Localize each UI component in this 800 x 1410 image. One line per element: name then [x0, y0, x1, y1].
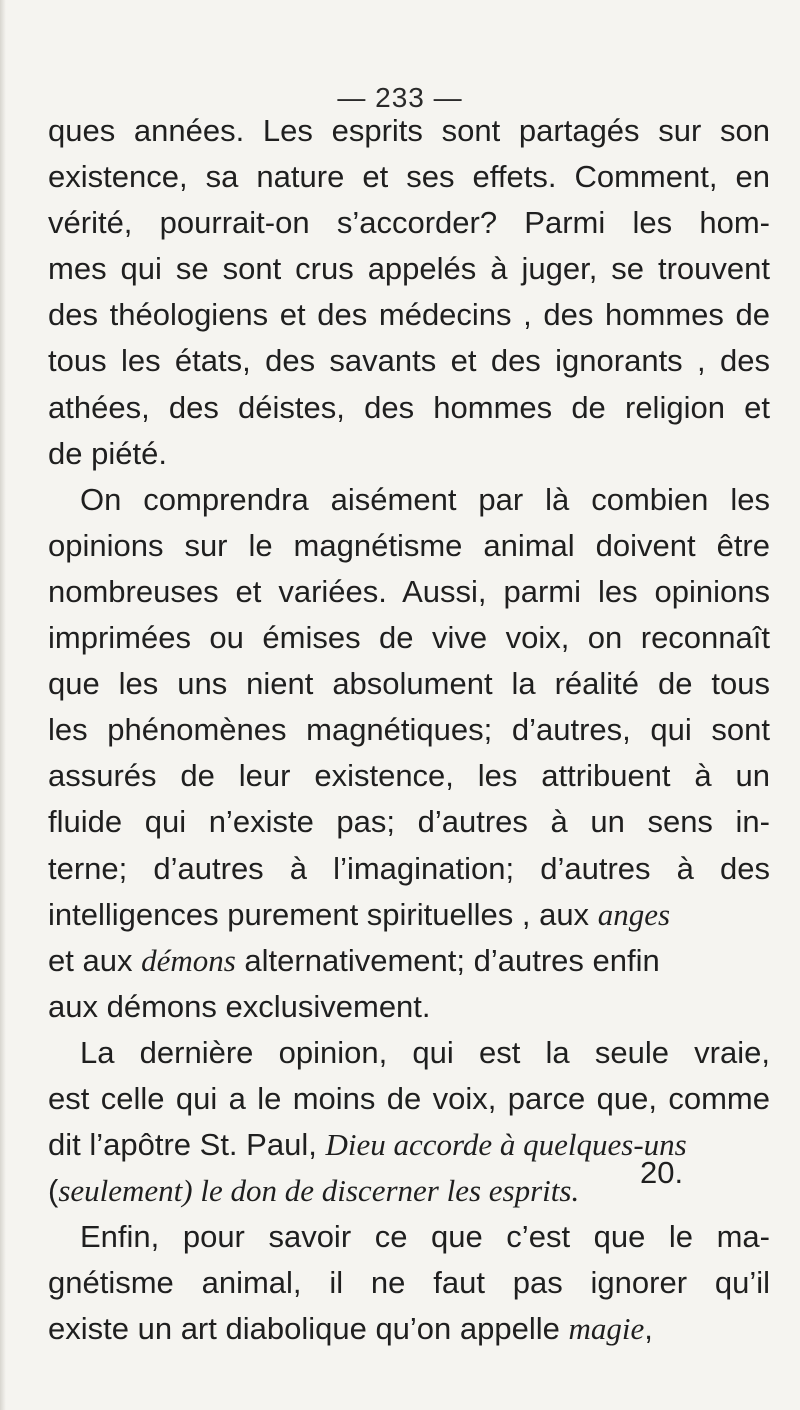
text-line: gnétisme animal, il ne faut pas ignorer qu’il — [48, 1265, 770, 1301]
text-line: assurés de leur existence, les attribuent à un — [48, 758, 770, 794]
text-line — [48, 1306, 770, 1352]
signature-mark: 20. — [640, 1155, 684, 1190]
text-line: fluide qui n’existe pas; d’autres à un sens in- — [48, 804, 770, 840]
italic-word: anges — [597, 896, 671, 932]
text-line: opinions sur le magnétisme animal doivent être — [48, 527, 770, 563]
text-line — [48, 938, 770, 984]
italic-word: magie — [568, 1311, 645, 1347]
text-line: terne; d’autres à l’imagination; d’autres à des — [48, 850, 770, 886]
text-segment: intelligences purement spirituelles , aux — [48, 896, 590, 932]
text-line: imprimées ou émises de vive voix, on reconnaît — [48, 620, 770, 656]
text-segment: ( — [48, 1173, 59, 1209]
text-line: On comprendra aisément par là combien les — [80, 481, 770, 517]
text-line: des théologiens et des médecins , des hommes de — [48, 297, 770, 333]
text-segment: alternativement; d’autres enfin — [244, 942, 660, 978]
italic-word: seulement — [58, 1173, 183, 1209]
text-line: de piété. — [48, 435, 167, 471]
text-line: La dernière opinion, qui est la seule vraie, — [80, 1034, 770, 1070]
text-line: ques années. Les esprits sont partagés sur son — [48, 113, 770, 148]
text-segment: existe un art diabolique qu’on appelle — [48, 1311, 560, 1347]
text-segment: et aux — [48, 942, 133, 978]
text-line: les phénomènes magnétiques; d’autres, qui sont — [48, 712, 770, 748]
text-line: vérité, pourrait-on s’accorder? Parmi les hom- — [48, 205, 770, 241]
page-number: — 233 — — [337, 82, 463, 113]
text-line: aux démons exclusivement. — [48, 988, 431, 1024]
text-line: nombreuses et variées. Aussi, parmi les opinions — [48, 573, 770, 609]
italic-quote: Dieu accorde à quelques-uns — [325, 1127, 687, 1163]
text-line: est celle qui a le moins de voix, parce que, comme — [48, 1080, 770, 1116]
italic-quote: ) le don de discerner les esprits. — [182, 1173, 580, 1209]
text-line: que les uns nient absolument la réalité de tous — [48, 666, 770, 702]
text-line: athées, des déistes, des hommes de religion et — [48, 389, 770, 425]
text-line: tous les états, des savants et des ignorants , des — [48, 343, 770, 379]
text-line: existence, sa nature et ses effets. Comment, en — [48, 159, 770, 195]
text-line: Enfin, pour savoir ce que c’est que le ma- — [80, 1219, 770, 1255]
text-line: mes qui se sont crus appelés à juger, se trouvent — [48, 251, 770, 287]
text-segment: , — [644, 1311, 653, 1347]
text-segment: dit l’apôtre St. Paul, — [48, 1127, 317, 1163]
italic-word: démons — [141, 942, 236, 978]
page-edge — [0, 0, 6, 1410]
text-line — [48, 892, 770, 938]
